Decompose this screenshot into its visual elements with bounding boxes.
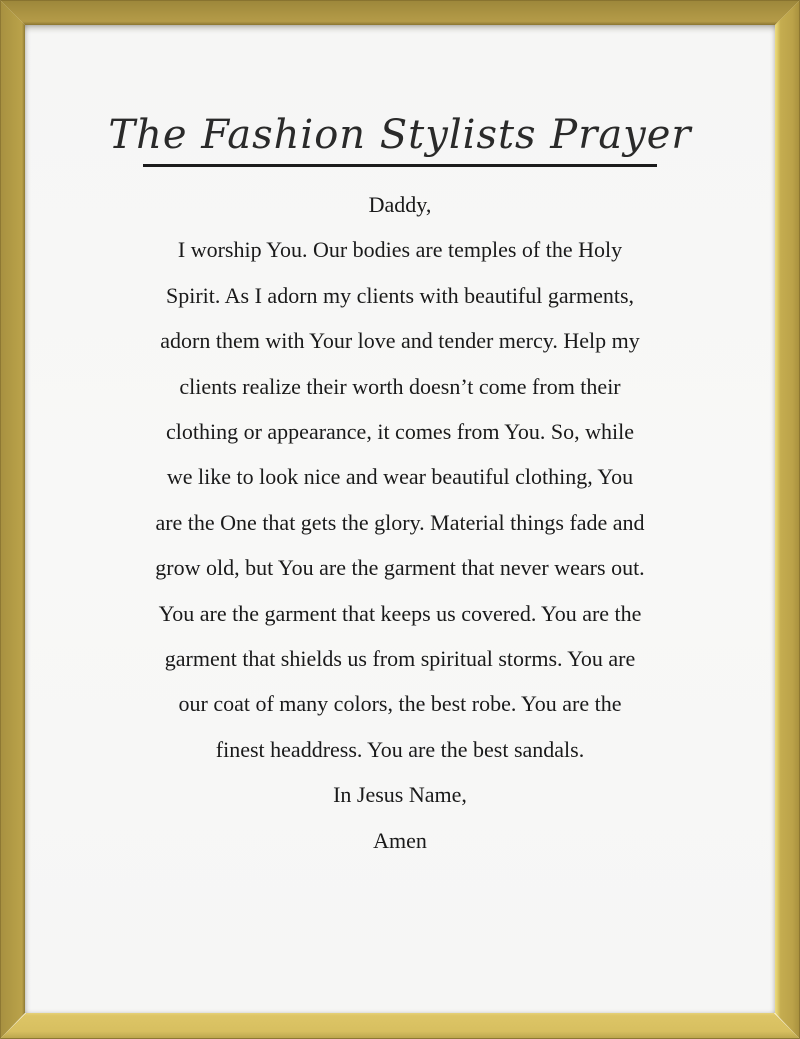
frame-top-bar: [0, 0, 800, 25]
prayer-salutation: Daddy,: [368, 192, 432, 217]
prayer-line: finest headdress. You are the best sandals.: [215, 736, 585, 762]
frame-bottom-bar: [0, 1013, 800, 1039]
prayer-line: I worship You. Our bodies are temples of the Holy: [177, 237, 623, 263]
prayer-line: garment that shields us from spiritual storms. You are: [164, 646, 636, 672]
prayer-line: our coat of many colors, the best robe. You are the: [178, 691, 622, 717]
prayer-line: Spirit. As I adorn my clients with beautiful garments,: [165, 282, 635, 308]
prayer-closing: In Jesus Name,: [333, 782, 467, 808]
prayer-text: [25, 182, 775, 863]
prayer-line: are the One that gets the glory. Material things fade and: [155, 509, 645, 535]
prayer-line: adorn them with Your love and tender mercy. Help my: [160, 328, 640, 354]
prayer-line: we like to look nice and wear beautiful clothing, You: [166, 464, 634, 490]
prayer-line: grow old, but You are the garment that never wears out.: [155, 555, 645, 581]
frame-left-bar: [0, 0, 25, 1039]
poster-title: The Fashion Stylists Prayer: [108, 112, 692, 158]
frame-right-bar: [775, 0, 800, 1039]
prayer-line: You are the garment that keeps us covered. You are the: [158, 600, 642, 626]
paper: [25, 25, 775, 1013]
prayer-line: clothing or appearance, it comes from You. So, while: [165, 419, 634, 445]
prayer-line: clients realize their worth doesn’t come from their: [179, 373, 621, 399]
prayer-amen: Amen: [373, 827, 427, 853]
